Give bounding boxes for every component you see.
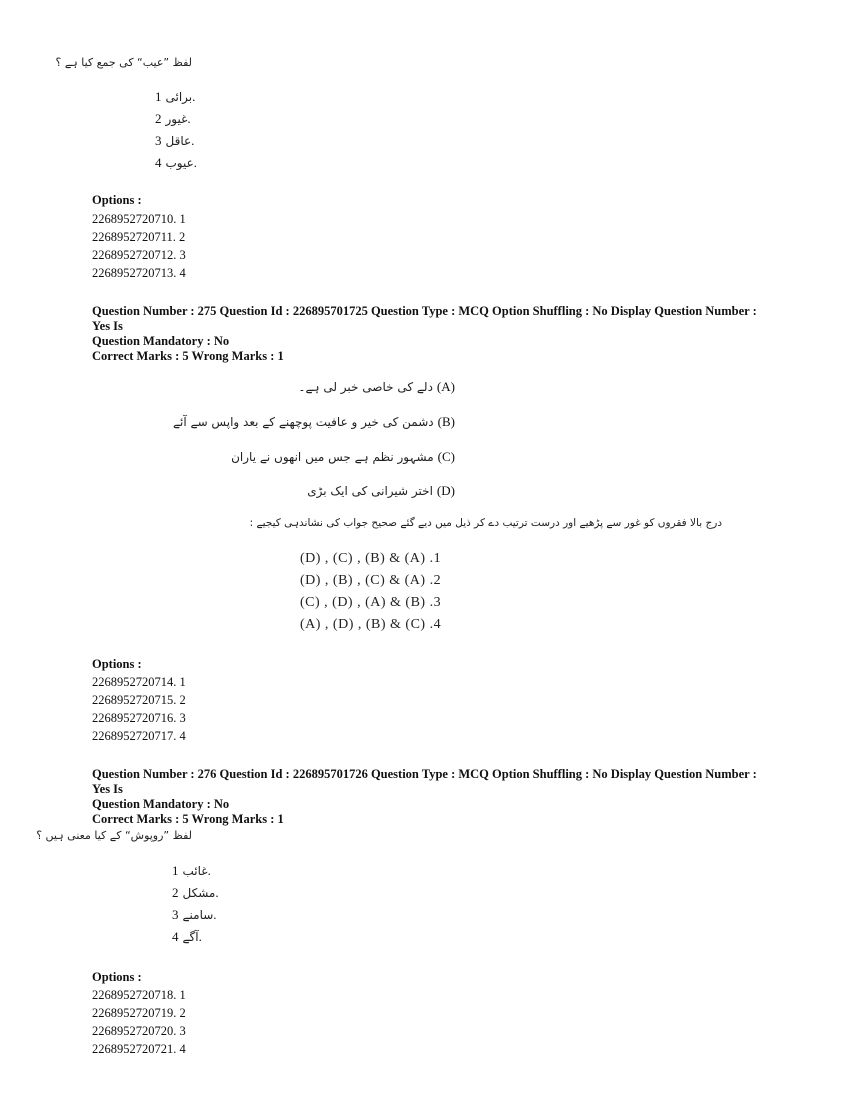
q275-statement-c xyxy=(231,448,455,466)
q276-option-1: 2268952720718. 1 xyxy=(92,988,186,1002)
q276-choice-3-text: سامنے xyxy=(182,908,214,922)
q274-choice-3-text: عاقل xyxy=(165,134,192,148)
q276-choice-4-num: 4. xyxy=(172,929,202,944)
q274-choice-3-num: 3. xyxy=(155,133,195,148)
q276-marks: Correct Marks : 5 Wrong Marks : 1 xyxy=(92,812,284,826)
q274-choice-3 xyxy=(155,132,194,150)
q275-statement-a xyxy=(298,378,455,396)
q276-header-line2: Question Mandatory : No xyxy=(92,797,230,811)
q275-header-line1: Question Number : 275 Question Id : 226895701725 Question Type : MCQ Option Shuffling : No Display Question Number : Yes Is xyxy=(92,304,757,333)
q275-choices xyxy=(300,548,441,636)
q274-choice-2-num: 2. xyxy=(155,111,191,126)
q276-choice-1-text: غائب xyxy=(182,864,208,878)
q275-choice-4: (A) , (D) , (B) & (C) .4 xyxy=(300,617,442,632)
q275-option-1: 2268952720714. 1 xyxy=(92,675,186,689)
q276-options-label: Options : xyxy=(92,970,142,984)
q276-option-3: 2268952720720. 3 xyxy=(92,1024,186,1038)
q275-options-list xyxy=(92,673,186,745)
q274-choice-1-num: 1. xyxy=(155,89,196,104)
q275-statement-b-text: دشمن کی خیر و عافیت پوچھنے کے بعد واپس سے آئے xyxy=(173,415,434,429)
q276-prompt: لفظ ”روپوش“ کے کیا معنی ہیں ؟ xyxy=(36,829,192,842)
q276-choice-1 xyxy=(172,862,211,880)
q276-choice-4 xyxy=(172,928,202,946)
q276-choice-4-text: آگے xyxy=(182,930,199,944)
q274-choice-2 xyxy=(155,110,191,128)
q274-option-1: 2268952720710. 1 xyxy=(92,212,186,226)
q275-option-2: 2268952720715. 2 xyxy=(92,693,186,707)
q274-choice-1 xyxy=(155,88,195,106)
q275-choice-1: (D) , (C) , (B) & (A) .1 xyxy=(300,551,442,566)
q274-option-3: 2268952720712. 3 xyxy=(92,248,186,262)
q275-option-3: 2268952720716. 3 xyxy=(92,711,186,725)
q275-statement-d-text: اختر شیرانی کی ایک بڑی xyxy=(307,484,433,498)
q275-statement-c-text: مشہور نظم ہے جس میں انھوں نے یاران xyxy=(231,450,434,464)
q275-statement-d xyxy=(307,482,455,500)
q274-choice-4 xyxy=(155,154,197,172)
q276-header xyxy=(92,767,772,827)
q276-option-2: 2268952720719. 2 xyxy=(92,1006,186,1020)
q274-option-4: 2268952720713. 4 xyxy=(92,266,186,280)
q275-choice-3: (C) , (D) , (A) & (B) .3 xyxy=(300,595,442,610)
q276-choice-2 xyxy=(172,884,219,902)
q275-option-4: 2268952720717. 4 xyxy=(92,729,186,743)
q275-header xyxy=(92,304,772,364)
q275-statement-c-tag: (C) xyxy=(437,449,455,464)
q274-choice-1-text: برائی xyxy=(165,90,193,104)
q275-statement-a-tag: (A) xyxy=(436,379,455,394)
q275-statement-a-text: دلے کی خاصی خبر لی ہے۔ xyxy=(298,380,433,394)
q274-choice-2-text: غیور xyxy=(165,112,188,126)
q276-header-line1: Question Number : 276 Question Id : 226895701726 Question Type : MCQ Option Shuffling : No Display Question Number : Yes Is xyxy=(92,767,757,796)
q276-choice-3 xyxy=(172,906,217,924)
q274-prompt: لفظ ”عیب“ کی جمع کیا ہے ؟ xyxy=(55,56,192,69)
q274-choice-4-num: 4. xyxy=(155,155,198,170)
q276-choice-2-text: مشکل xyxy=(182,886,216,900)
q276-option-4: 2268952720721. 4 xyxy=(92,1042,186,1056)
q275-statement-b xyxy=(173,413,455,431)
q275-instruction: درج بالا فقروں کو غور سے پڑھیے اور درست ترتیب دے کر ذیل میں دیے گئے صحیح جواب کی نشاندہی کیجیے : xyxy=(249,517,722,529)
q274-options-list xyxy=(92,210,186,282)
q275-options-label: Options : xyxy=(92,657,142,671)
q276-options-list xyxy=(92,986,186,1058)
q276-choice-2-num: 2. xyxy=(172,885,219,900)
q274-option-2: 2268952720711. 2 xyxy=(92,230,186,244)
q276-choice-3-num: 3. xyxy=(172,907,217,922)
q275-statement-b-tag: (B) xyxy=(437,414,455,429)
q275-statement-d-tag: (D) xyxy=(436,483,455,498)
q274-options-label: Options : xyxy=(92,193,142,207)
q275-marks: Correct Marks : 5 Wrong Marks : 1 xyxy=(92,349,284,363)
q275-choice-2: (D) , (B) , (C) & (A) .2 xyxy=(300,573,442,588)
q275-header-line2: Question Mandatory : No xyxy=(92,334,230,348)
q274-choice-4-text: عیوب xyxy=(165,156,194,170)
q276-choice-1-num: 1. xyxy=(172,863,211,878)
